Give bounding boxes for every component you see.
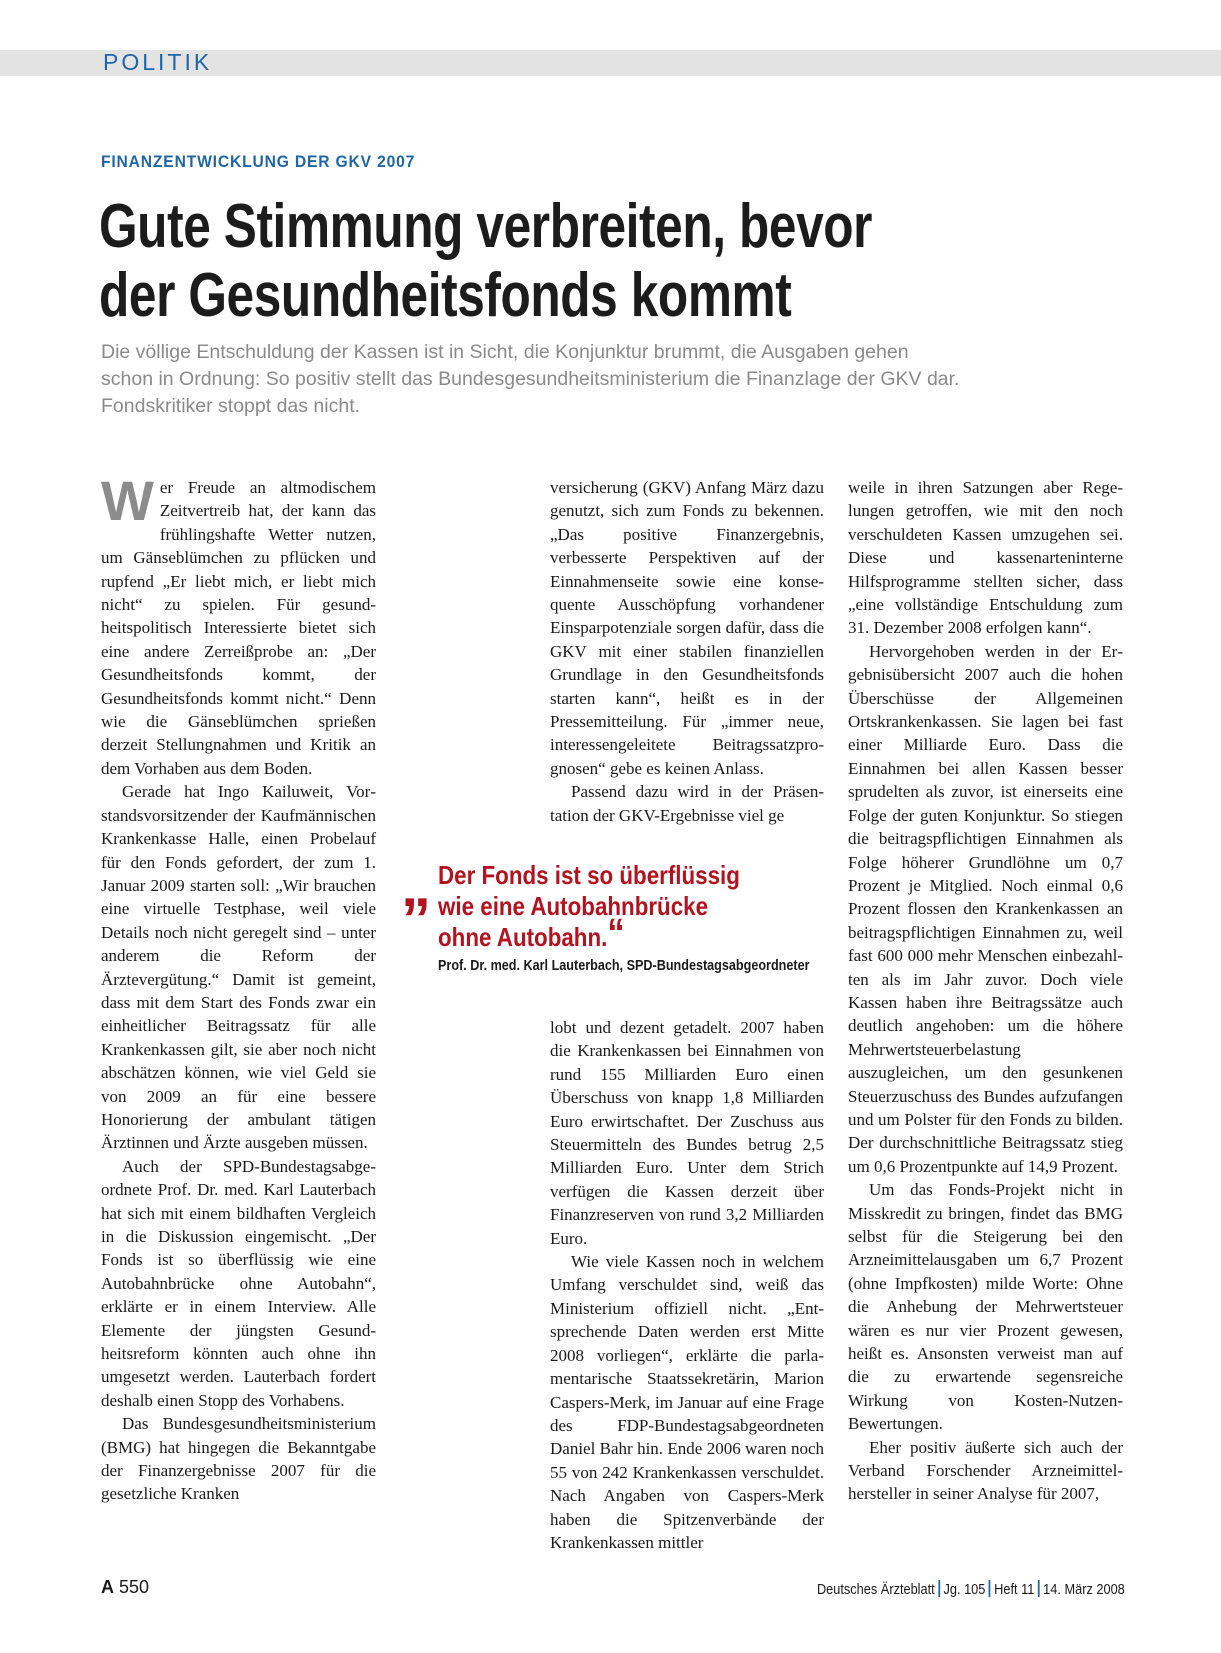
pull-quote-line: wie eine Autobahnbrücke xyxy=(438,891,709,921)
divider xyxy=(938,1580,940,1597)
page-number-value: 550 xyxy=(119,1577,150,1597)
paragraph: Auch der SPD-Bundestagsabgeordnete Prof. Dr. med. Karl Lauterbach hat sich mit einem bildhaften Vergleich in die Diskussion eingemischt. „Der Fonds ist so überflüssig wie eine Autobahnbrücke ohne Autobahn“, erklärte er in einem Interview. Alle Elemente der jüngsten Gesundheitsreform könnten auch ohne ihn umgesetzt werden. Lauterbach fordert deshalb einen Stopp des Vorhabens. xyxy=(101,1156,376,1410)
paragraph: Passend dazu wird in der Präsentation der GKV-Ergebnisse viel ge xyxy=(550,782,824,825)
pull-quote-line: Der Fonds ist so überflüssig xyxy=(438,860,740,890)
pull-quote-text xyxy=(438,860,825,953)
quote-open-mark: „ xyxy=(401,852,431,919)
article-headline xyxy=(99,192,939,330)
body-column-3 xyxy=(848,476,1123,1556)
headline-line-2: der Gesundheitsfonds kommt xyxy=(99,261,792,330)
publication-name: Deutsches Ärzteblatt xyxy=(817,1582,935,1598)
paragraph: Eher positiv äußerte sich auch der Verband Forschender Arzneimittelhersteller in seiner Analyse für 2007, xyxy=(848,1437,1123,1504)
page-prefix: A xyxy=(101,1577,114,1597)
paragraph: Gerade hat Ingo Kailuweit, Vorstandsvorsitzender der Kaufmännischen Krankenkasse Halle, einen Probelauf für den Fonds gefordert, der zum 1. Januar 2009 starten soll: „Wir brauchen eine virtuelle Testphase, weil viele Details noch nicht geregelt sind – unter anderem die Reform der Ärztevergütung.“ Damit ist gemeint, dass mit dem Start des Fonds zwar ein einheitlicher Beitragssatz für alle Krankenkassen gilt, sie aber noch nicht abschätzen können, wie viel Geld sie von 2009 an für eine bessere Honorierung der ambulant tätigen Ärztinnen und Ärzte ausgeben müssen. xyxy=(101,782,376,1153)
issue: Heft 11 xyxy=(994,1582,1035,1598)
paragraph: Hervorgehoben werden in der Ergebnisübersicht 2007 auch die hohen Überschüsse der Allgemeinen Ortskrankenkassen. Sie lagen bei fast einer Milliarde Euro. Dass die Einnahmen bei allen Kassen besser sprudelten als zuvor, ist einerseits eine Folge der guten Konjunktur. So stiegen die beitragspflichtigen Einnahmen als Folge höherer Grundlöhne um 0,7 Prozent je Mitglied. Noch einmal 0,6 Prozent flossen den Krankenkassen an beitragspflichtigen Einnahmen zu, weil fast 600 000 mehr Menschen einbezahlten als im Jahr zuvor. Doch viele Kassen haben ihre Beitragssätze auch deutlich angehoben: um die höhere Mehrwertsteuerbelastung auszugleichen, um den gesunkenen Steuerzuschuss des Bundes aufzufangen und um Polster für den Fonds zu bilden. Der durchschnittliche Beitragssatz stieg um 0,6 Prozentpunkte auf 14,9 Prozent. xyxy=(848,641,1123,1176)
paragraph-text: er Freude an altmodischem Zeitvertreib hat, der kann das frühlingshafte Wetter nutzen, um Gänseblümchen zu pflücken und rupfend „Er liebt mich, er liebt mich nicht“ zu spielen. Für gesundheitspolitisch Interessierte bietet sich eine andere Zerreißprobe an: „Der Gesundheitsfonds kommt, der Gesundheitsfonds kommt nicht.“ Denn wie die Gänseblümchen sprießen derzeit Stellungnahmen und Kritik an dem Vorhaben aus dem Boden. xyxy=(101,478,376,778)
pull-quote-line: ohne Autobahn. xyxy=(438,922,608,952)
paragraph: Um das Fonds-Projekt nicht in Misskredit zu bringen, findet das BMG selbst für die Steigerung bei den Arzneimittelausgaben um 6,7 Prozent (ohne Impfkosten) milde Worte: Ohne die Anhebung der Mehrwertsteuer wären es nur vier Prozent gewesen, heißt es. Ansonsten verweist man auf die zu erwartende segensreiche Wirkung von Kosten-Nutzen-Bewertungen. xyxy=(848,1180,1123,1434)
quote-close-mark: “ xyxy=(607,911,625,955)
headline-line-1: Gute Stimmung verbreiten, bevor xyxy=(99,192,873,261)
paragraph: weile in ihren Satzungen aber Regelungen getroffen, wie mit den noch verschuldeten Kassen umzugehen sei. Diese und kassenarteninterne Hilfsprogramme stellten sicher, dass „eine vollständige Entschuldung zum 31. Dezember 2008 erfolgen kann“. xyxy=(848,478,1123,638)
drop-cap: W xyxy=(101,469,154,532)
page-number xyxy=(101,1577,149,1598)
article-kicker: FINANZENTWICKLUNG DER GKV 2007 xyxy=(101,152,416,171)
divider xyxy=(1038,1580,1040,1597)
paragraph: lobt und dezent getadelt. 2007 haben die Krankenkassen bei Einnahmen von rund 155 Milliarden Euro einen Überschuss von knapp 1,8 Milliarden Euro erwirtschaftet. Der Zuschuss aus Steuermitteln des Bundes betrug 2,5 Milliarden Euro. Unter dem Strich verfügen die Kassen derzeit über Finanzreserven von rund 3,2 Milliarden Euro. xyxy=(550,1018,824,1248)
body-column-2-bottom xyxy=(550,1016,824,1561)
article-deck: Die völlige Entschuldung der Kassen ist in Sicht, die Konjunktur brummt, die Ausgaben gehen schon in Ordnung: So positiv stellt das Bundesgesundheitsministerium die Finanzlage der GKV dar. Fondskritiker stoppt das nicht. xyxy=(101,341,960,417)
section-label: POLITIK xyxy=(103,49,213,75)
paragraph: versicherung (GKV) Anfang März dazu genutzt, sich zum Fonds zu bekennen. „Das positive Finanzergebnis, verbesserte Perspektiven auf der Einnahmenseite sowie eine konsequente Ausschöpfung vorhandener Einsparpotenziale sorgen dafür, dass die GKV mit einer stabilen finanziellen Grundlage in den Gesundheitsfonds starten kann“, heißt es in der Pressemitteilung. Für „immer neue, interessengeleitete Beitragssatzprognosen“ gebe es keinen Anlass. xyxy=(550,478,824,778)
publication-info xyxy=(817,1580,1125,1598)
body-column-1 xyxy=(101,469,376,1556)
paragraph: Wie viele Kassen noch in welchem Umfang verschuldet sind, weiß das Ministerium offiziell nicht. „Entsprechende Daten werden erst Mitte 2008 vorliegen“, erklärte die parlamentarische Staatssekretärin, Marion Caspers-Merk, im Januar auf eine Frage des FDP-Bundestagsabgeordneten Daniel Bahr hin. Ende 2006 waren noch 55 von 242 Krankenkassen verschuldet. Nach Angaben von Caspers-Merk haben die Spitzenverbände der Krankenkassen mittler xyxy=(550,1252,824,1552)
issue-date: 14. März 2008 xyxy=(1043,1582,1125,1598)
pull-quote-attribution: Prof. Dr. med. Karl Lauterbach, SPD-Bundestagsabgeordneter xyxy=(438,958,810,974)
paragraph xyxy=(101,469,376,780)
paragraph: Das Bundesgesundheitsministerium (BMG) hat hingegen die Bekanntgabe der Finanzergebnisse 2007 für die gesetzliche Kranken xyxy=(101,1414,376,1504)
divider xyxy=(989,1580,991,1597)
body-column-2-top xyxy=(550,476,824,827)
volume: Jg. 105 xyxy=(943,1582,986,1598)
